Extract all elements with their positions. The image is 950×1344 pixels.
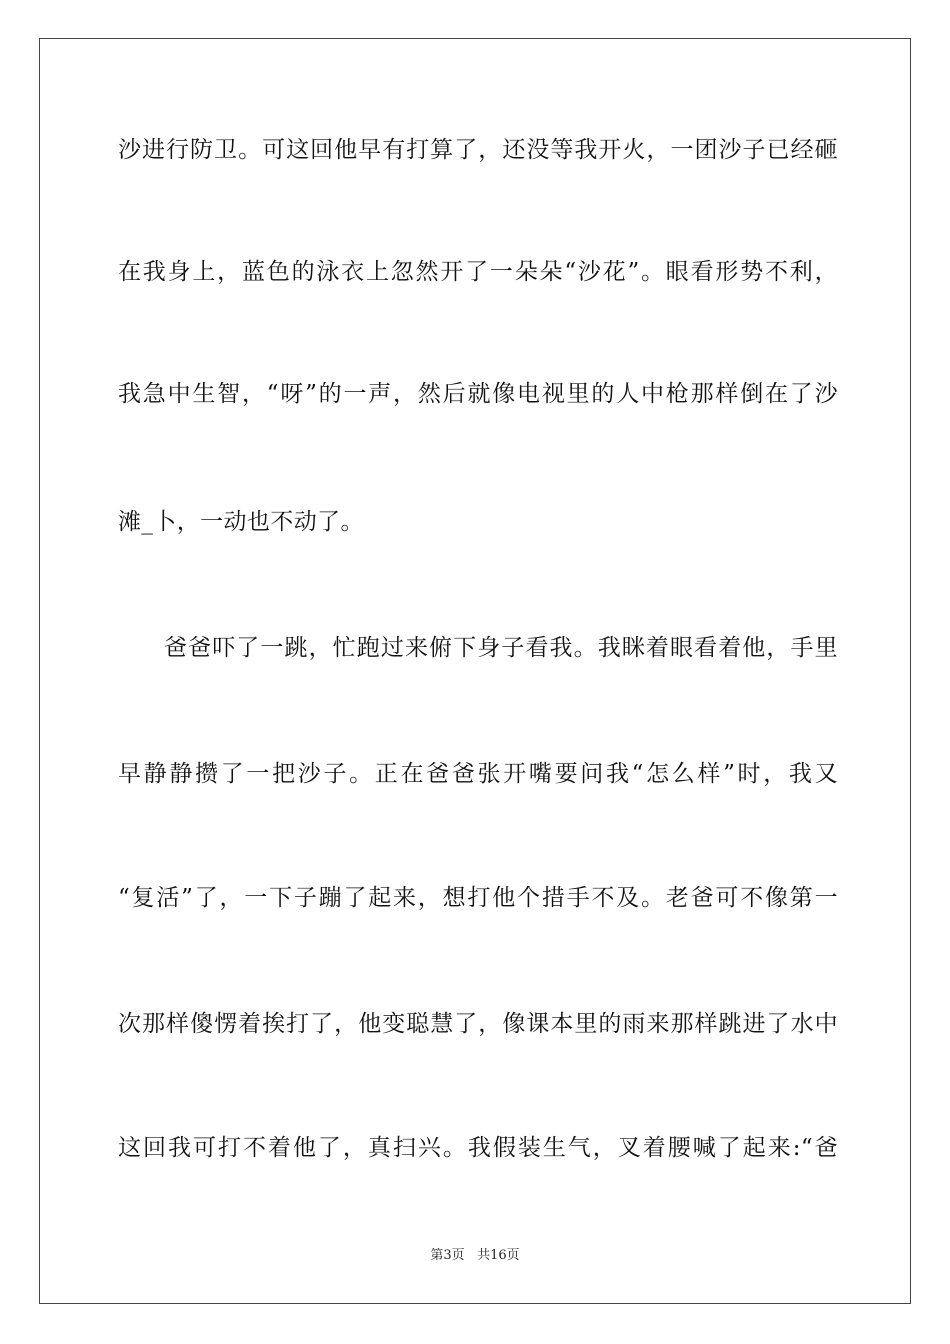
text-line: 我急中生智，“呀”的一声，然后就像电视里的人中枪那样倒在了沙 — [118, 381, 838, 407]
text-line: 这回我可打不着他了，真扫兴。我假装生气，叉着腰喊了起来:“爸 — [118, 1135, 838, 1161]
text-line: “复活”了，一下子蹦了起来，想打他个措手不及。老爸可不像第一 — [118, 885, 838, 911]
text-line: 早静静攒了一把沙子。正在爸爸张开嘴要问我“怎么样”时，我又 — [118, 761, 838, 787]
text-line: 滩_卜，一动也不动了。 — [118, 509, 364, 535]
total-page-count: 共16页 — [477, 1248, 520, 1263]
text-line: 沙进行防卫。可这回他早有打算了，还没等我开火，一团沙子已经砸 — [118, 137, 838, 163]
current-page-number: 第3页 — [430, 1248, 465, 1263]
text-line: 次那样傻愣着挨打了，他变聪慧了，像课本里的雨来那样跳进了水中 — [118, 1011, 838, 1037]
page-footer — [0, 1247, 950, 1265]
text-line-paragraph-start: 爸爸吓了一跳，忙跑过来俯下身子看我。我眯着眼看着他，手里 — [164, 635, 838, 661]
page-border — [39, 38, 911, 1304]
text-line: 在我身上，蓝色的泳衣上忽然开了一朵朵“沙花”。眼看形势不利， — [118, 259, 838, 285]
